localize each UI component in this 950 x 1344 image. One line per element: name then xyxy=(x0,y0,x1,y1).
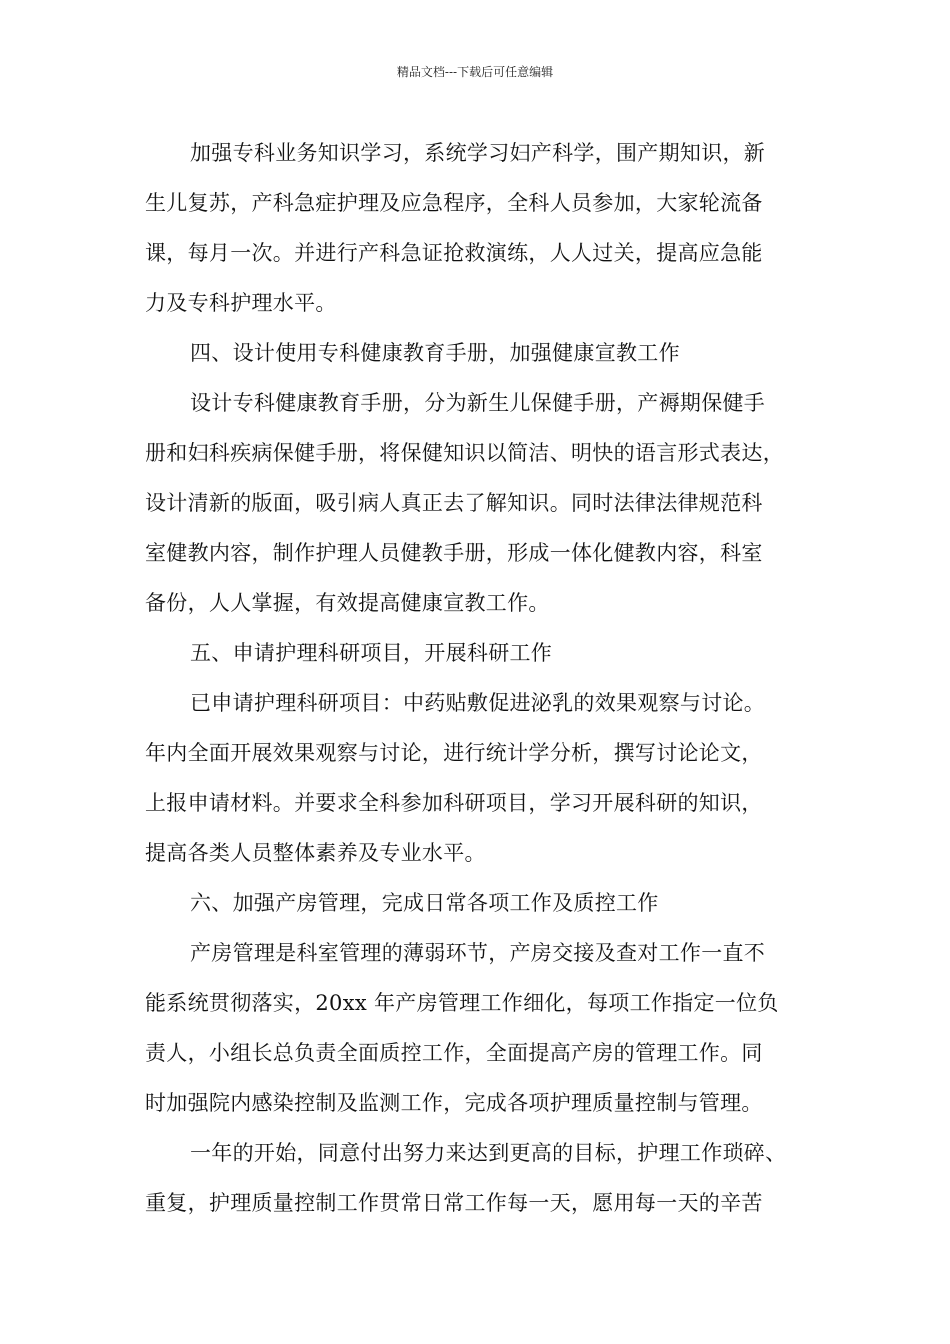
paragraph-line: 室健教内容，制作护理人员健教手册，形成一体化健教内容，科室 xyxy=(145,541,763,565)
paragraph-line: 设计清新的版面，吸引病人真正去了解知识。同时法律法律规范科 xyxy=(145,491,763,515)
paragraph-line: 能系统贯彻落实，20xx 年产房管理工作细化，每项工作指定一位负 xyxy=(145,991,779,1015)
section-heading: 五、申请护理科研项目，开展科研工作 xyxy=(190,641,553,665)
paragraph-line: 责人，小组长总负责全面质控工作，全面提高产房的管理工作。同 xyxy=(145,1041,763,1065)
paragraph-line: 提高各类人员整体素养及专业水平。 xyxy=(145,841,486,865)
paragraph-line: 产房管理是科室管理的薄弱环节，产房交接及查对工作一直不 xyxy=(190,941,766,965)
paragraph-line: 设计专科健康教育手册，分为新生儿保健手册，产褥期保健手 xyxy=(190,391,766,415)
paragraph-line: 加强专科业务知识学习，系统学习妇产科学，围产期知识，新 xyxy=(190,141,766,165)
document-body xyxy=(145,128,835,1228)
paragraph-line: 册和妇科疾病保健手册，将保健知识以简洁、明快的语言形式表达， xyxy=(145,441,784,465)
paragraph-line: 力及专科护理水平。 xyxy=(145,291,337,315)
paragraph-line: 备份，人人掌握，有效提高健康宣教工作。 xyxy=(145,591,550,615)
paragraph-line: 重复，护理质量控制工作贯常日常工作每一天，愿用每一天的辛苦 xyxy=(145,1191,763,1215)
paragraph-line: 已申请护理科研项目：中药贴敷促进泌乳的效果观察与讨论。 xyxy=(190,691,766,715)
paragraph-line: 课，每月一次。并进行产科急证抢救演练，人人过关，提高应急能 xyxy=(145,241,763,265)
paragraph-line: 生儿复苏，产科急症护理及应急程序，全科人员参加，大家轮流备 xyxy=(145,191,763,215)
section-heading: 六、加强产房管理，完成日常各项工作及质控工作 xyxy=(190,891,659,915)
paragraph-line: 年内全面开展效果观察与讨论，进行统计学分析，撰写讨论论文， xyxy=(145,741,763,765)
page-header: 精品文档---下载后可任意编辑 xyxy=(396,65,554,79)
paragraph-line: 时加强院内感染控制及监测工作，完成各项护理质量控制与管理。 xyxy=(145,1091,763,1115)
paragraph-line: 上报申请材料。并要求全科参加科研项目，学习开展科研的知识， xyxy=(145,791,763,815)
paragraph-line: 一年的开始，同意付出努力来达到更高的目标，护理工作琐碎、 xyxy=(190,1141,787,1165)
section-heading: 四、设计使用专科健康教育手册，加强健康宣教工作 xyxy=(190,341,680,365)
